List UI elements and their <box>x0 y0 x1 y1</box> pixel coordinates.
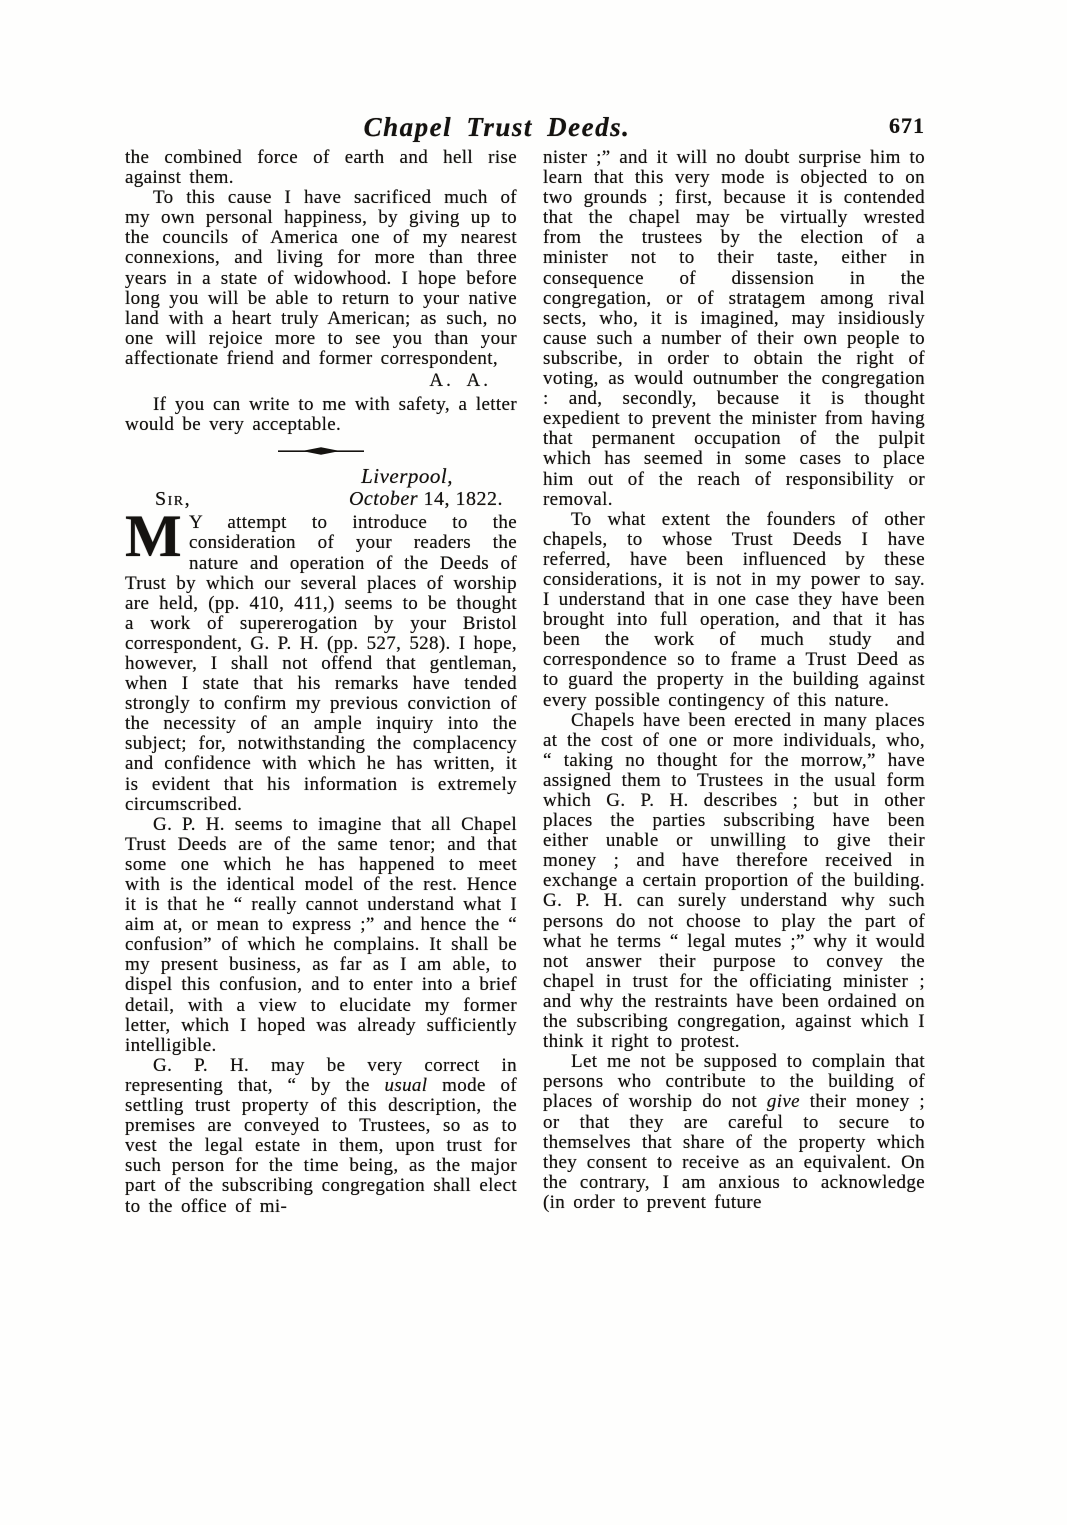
paragraph-imagine: G. P. H. seems to imagine that all Chapel Trust Deeds are of the same tenor; and that some one which he has happened to meet with is the identical model of the rest. Hence it is that he “ really cannot understand what I aim at, or mean to express ;” and hence the “ confusion” of which he complains. It shall be my present business, as far as I am able, to dispel this confusion, and to enter into a brief detail, with a view to elucidate my former letter, which I hoped was already sufficiently intelligible. <box>125 813 517 1056</box>
paragraph-complain-italic: give <box>766 1091 800 1113</box>
paragraph-extent: To what extent the founders of other chapels, to whose Trust Deeds I have referred, have been influenced by these considerations, it is not in my power to say. I understand that in one case they have been brought into full operation, and that it has been the work of much study and correspondence so to frame a Trust Deed as to guard the property in the building against every possible contingency of this nature. <box>543 508 925 711</box>
paragraph-correct-pre: G. P. H. may be very correct in representing that, “ by the <box>125 1054 517 1096</box>
paragraph-complain-post: their money ; or that they are careful to secure to themselves that share of the property which they consent to receive as an equivalent. On the contrary, I am anxious to acknowledge (in order to prevent future <box>543 1091 925 1213</box>
dateline-month: October <box>348 488 418 511</box>
paragraph-correct-post: mode of settling trust property of this description, the premises are conveyed to Trustees, so as to vest the legal estate in them, upon trust for such person for the time being, as the major part of the subscribing congregation shall elect to the office of mi- <box>125 1074 517 1217</box>
left-column <box>125 148 517 1217</box>
section-divider <box>125 446 517 456</box>
letter-signature: A. A. <box>429 370 491 392</box>
paragraph-cause: To this cause I have sacrificed much of my own personal happiness, by giving up to the councils of America one of my nearest connexions, and living for more than three years in a state of widowhood. I hope before long you will be able to return to your native land with a heart truly American; as such, no one will rejoice more to see you than your affectionate friend and former correspondent, <box>125 187 517 369</box>
dropcap-letter: M <box>125 503 182 570</box>
right-column <box>543 148 925 1217</box>
paragraph-correct <box>125 1056 517 1217</box>
page-number: 671 <box>889 113 925 138</box>
paragraph-continuation: the combined force of earth and hell rise against them. <box>125 147 517 189</box>
swelled-rule-icon <box>278 446 364 456</box>
paragraph-complain <box>543 1052 925 1213</box>
dateline-place: Liverpool, <box>361 464 453 489</box>
text-columns <box>125 148 925 1217</box>
salutation: Sir, <box>155 488 192 511</box>
paragraph-complain-pre: Let me not be supposed to complain that persons who contribute to the building of places of worship do not <box>543 1051 925 1113</box>
paragraph-chapels: Chapels have been erected in many places at the cost of one or more individuals, who, “ taking no thought for the morrow,” have assigned them to Trustees in the usual form which G. P. H. describes ; but in other places the parties subscribing have been either unable or unwilling to give their money ; and have therefore received in exchange a certain proportion of the building. G. P. H. can surely understand why such persons do not choose to play the part of what he terms “ legal mutes ;” why it would not answer their purpose to convey the chapel in trust for the officiating minister ; and why the restraints have been ordained on the subscribing congregation, against which I think it right to protest. <box>543 709 925 1053</box>
paragraph-attempt-text: Y attempt to introduce to the consideration of your readers the nature and operation of the Deeds of Trust by which our several places of worship are held, (pp. 410, 411,) seems to be thought a work of supererogation by your Bristol correspondent, G. P. H. (pp. 527, 528). I hope, however, I shall not offend that gentleman, when I state that his remarks have tended strongly to confirm my previous conviction of the necessity of an ample inquiry into the subject; for, notwithstanding the complacency and confidence with which he has written, it is evident that his information is extremely circumscribed. <box>125 512 517 815</box>
paragraph-correct-italic: usual <box>384 1074 428 1096</box>
paragraph-minister: nister ;” and it will no doubt surprise him to learn that this very mode is objected to on two grounds ; first, because it is contended that the chapel may be virtually wrested from the trustees by the election of a minister not to their taste, either in consequence of dissension in the congregation, or of stratagem among rival sects, who, it is imagined, may insidiously cause such a number of their own people to subscribe, in order to obtain the right of voting, as would outnumber the congregation : and, secondly, because it is thought expedient to prevent the minister from having that permanent occupation of the pulpit which has seemed in some cases to place him out of the reach of responsibility or removal. <box>543 147 925 510</box>
dateline-row <box>125 488 517 511</box>
paragraph-attempt <box>125 503 517 815</box>
dateline-date-rest: 14, 1822. <box>418 488 503 511</box>
page-title: Chapel Trust Deeds. <box>363 112 631 142</box>
running-header <box>125 112 925 152</box>
dateline-date <box>349 488 503 511</box>
paragraph-write-safety: If you can write to me with safety, a letter would be very acceptable. <box>125 394 517 436</box>
